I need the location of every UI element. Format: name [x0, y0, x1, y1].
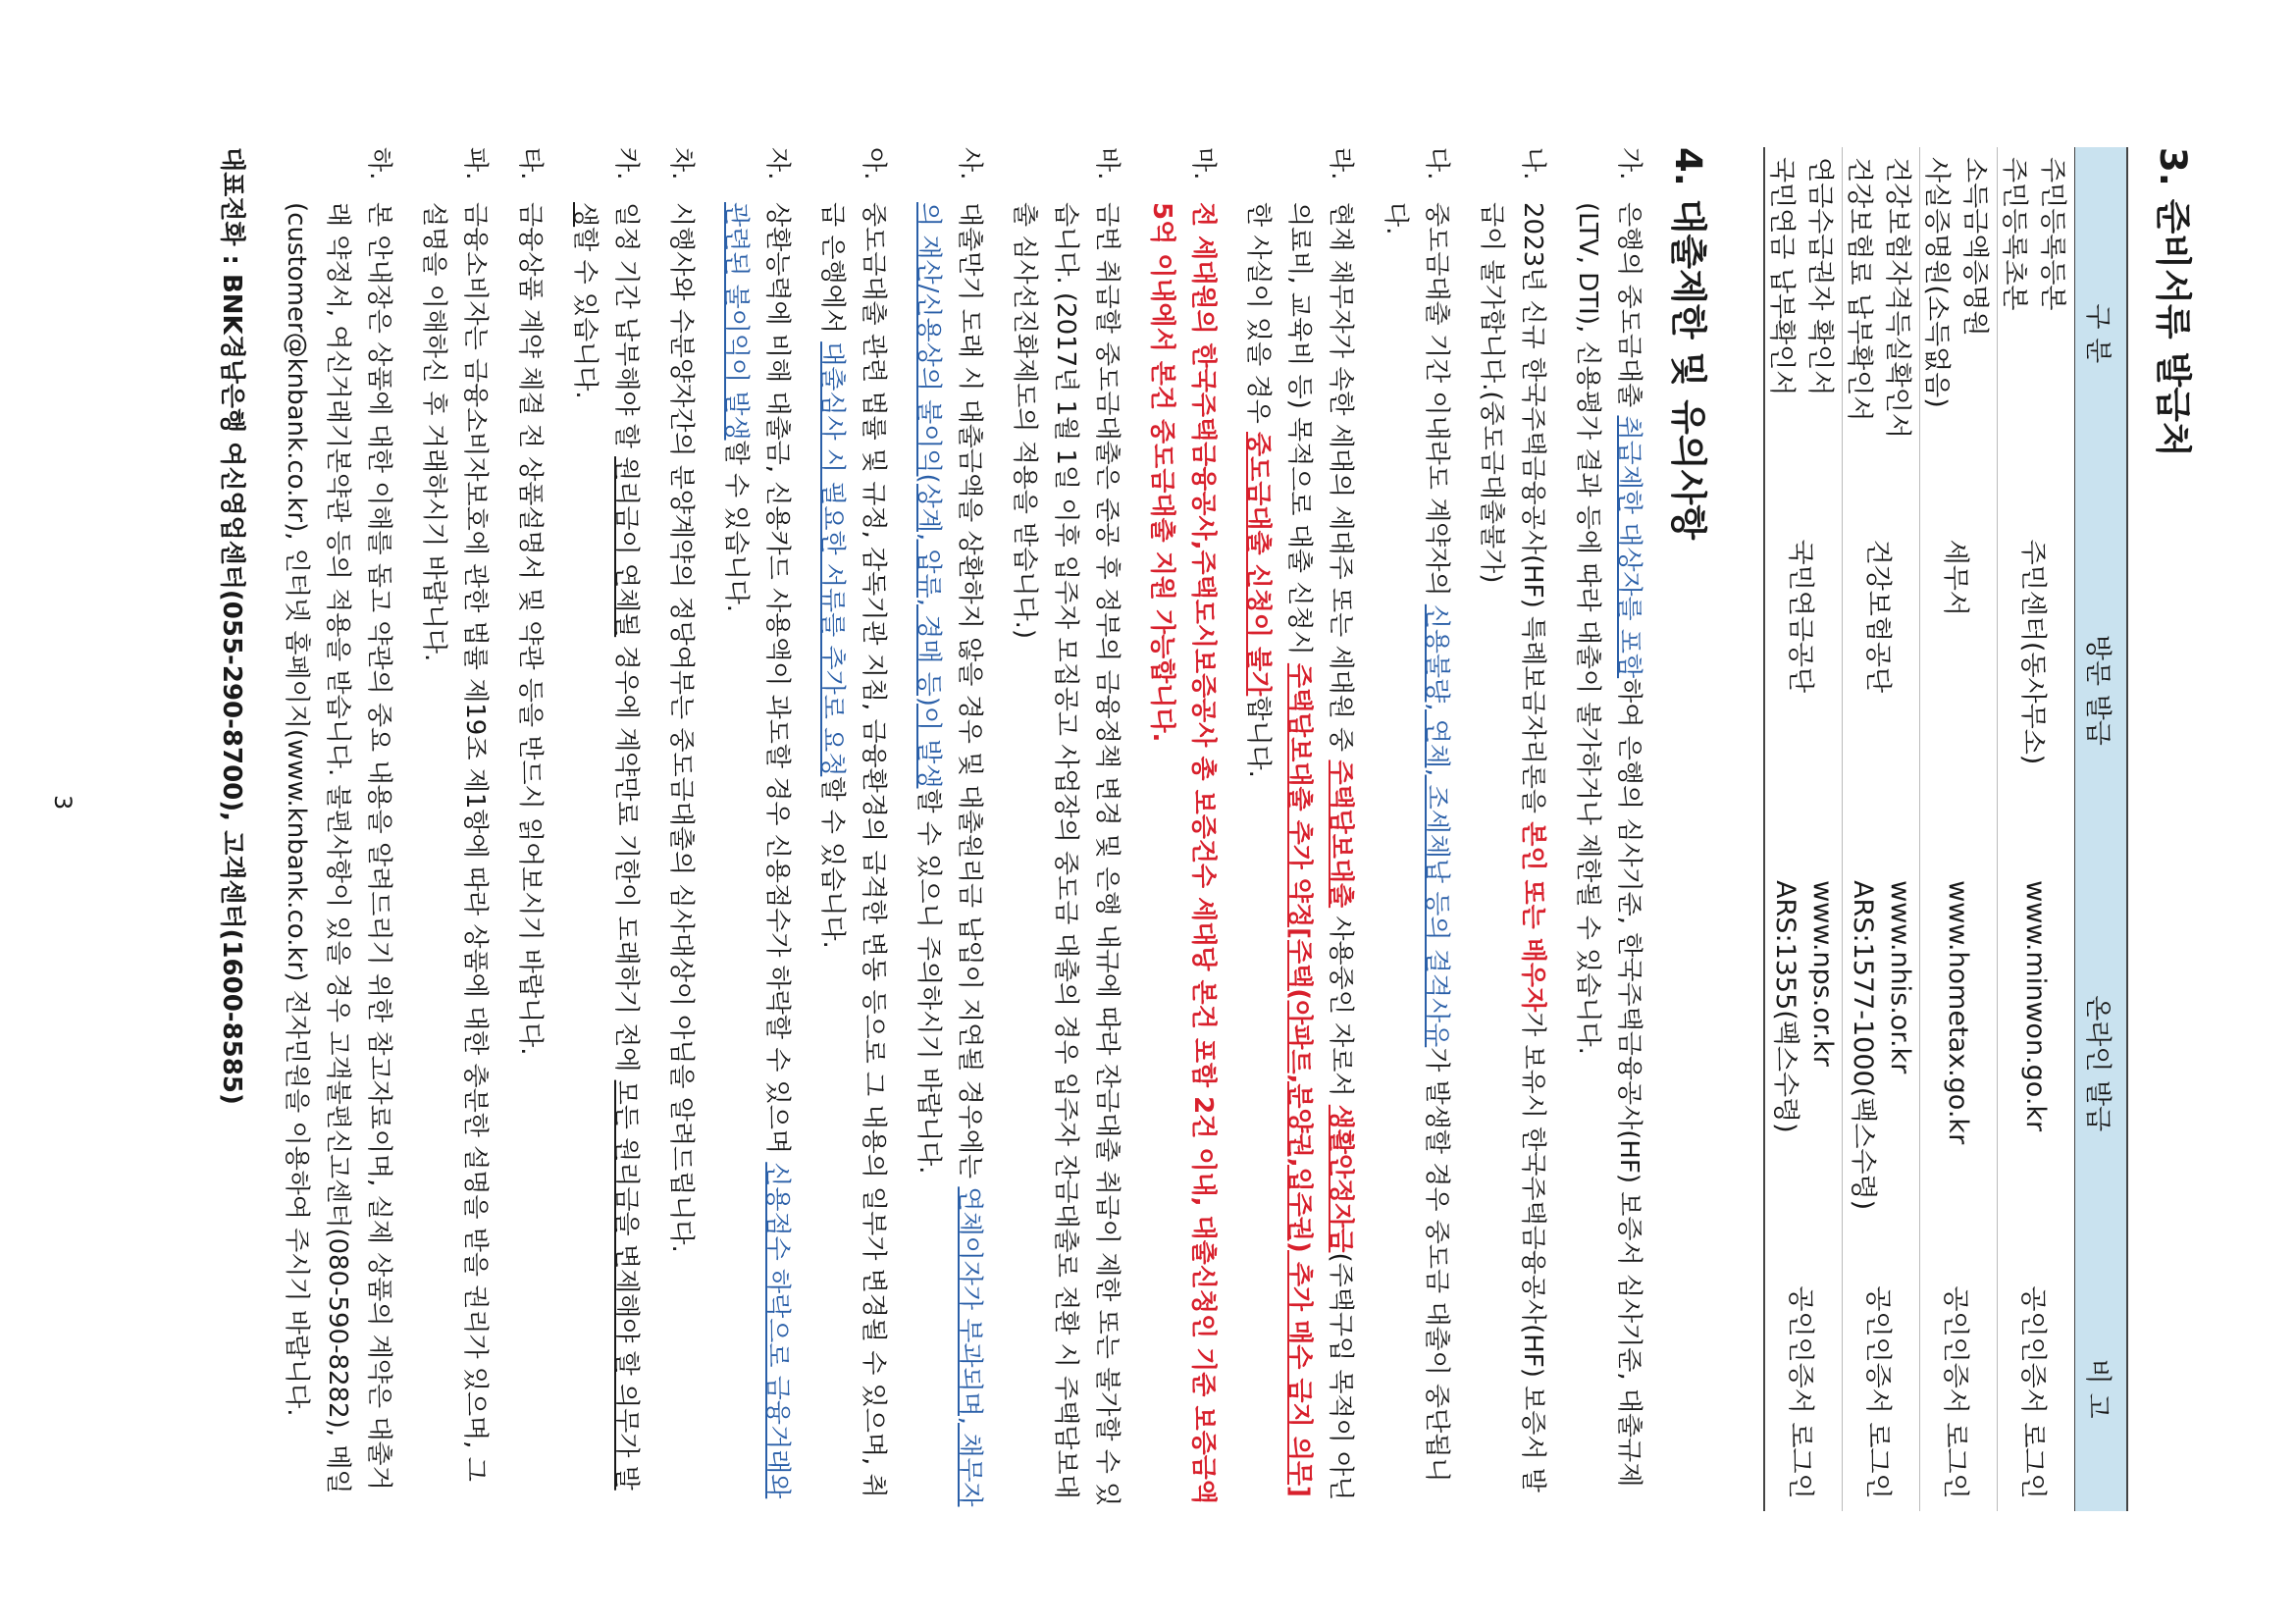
visit-cell: [1764, 520, 1843, 861]
note-marker: 나.: [1518, 147, 1547, 181]
note-marker: 가.: [1614, 147, 1644, 181]
note-text: 은행의 중도금대출: [1614, 202, 1644, 416]
cell-line: 공인인증서 로그인: [2017, 1285, 2049, 1499]
visit-cell: [1843, 520, 1920, 861]
note-highlight: 중도금대출 신청이 불가: [1243, 432, 1273, 697]
online-cell: [1764, 861, 1843, 1266]
note-text: 본 안내장은 상품에 대한 이해를 돕고 약관의 중요 내용을 알려드리기 위한 참고자료이며, 실제 상품의 계약은 대출거래 약정서, 여신거래기본약관 등의 적용을 받습니다. 불편사항이 있을 경우 고객불편신고센터(080-590-8282), 메일(customer@knbank.co.kr), 인터넷 홈페이지(www.knbank.co.kr) 전자민원을 이용하여 주시기 바랍니다.: [282, 202, 393, 1494]
visit-cell: [1920, 520, 1998, 861]
cell-line: 소득금액증명원: [1959, 157, 1990, 337]
note-marker: 바.: [1092, 147, 1122, 181]
note-text: 가 보유시 한국주택금융공사(HF) 보증서 발급이 불가합니다.(중도금대출불가): [1477, 202, 1547, 1492]
note-item: [1375, 147, 1457, 1511]
cell-line: www.hometax.go.kr: [1943, 880, 1974, 1145]
visit-cell: [1998, 520, 2075, 861]
note-text: 할 수 있으니 주의하시기 바랍니다.: [913, 788, 943, 1175]
doc-name-cell: [1764, 147, 1843, 520]
note-item: [1237, 147, 1361, 1511]
note-marker: 타.: [515, 147, 545, 181]
note-text: 금융상품 계약 체결 전 상품설명서 및 약관 등을 반드시 읽어보시기 바랍니다.: [515, 202, 545, 1056]
note-text: 일정 기간 납부해야 할: [611, 202, 641, 457]
note-highlight: 취급제한 대상자를 포함: [1614, 415, 1644, 679]
section-4-title: 4. 대출제한 및 유의사항: [1667, 147, 1709, 541]
note-text: 사용중인 자로서: [1326, 908, 1355, 1105]
document-content: [216, 147, 2203, 1511]
table-header-row: [2075, 147, 2128, 1511]
note-highlight: 전 세대원의 한국주택금융공사,주택도시보증공사 총 보증건수 세대당 본건 포함 2건 이내, 대출신청인 기준 보증금액 5억 이내에서 본건 중도금대출 지원 가능합니다.: [1147, 202, 1218, 1504]
note-text: 금융소비자는 금융소비자보호에 관한 법률 제19조 제1항에 따라 상품에 대한 충분한 설명을 받을 권리가 있으며, 그 설명을 이해하신 후 거래하시기 바랍니다.: [419, 202, 490, 1482]
note-text: 시행사와 수분양자간의 분양계약의 정당여부는 중도금대출의 심사대상이 아님을 알려드립니다.: [666, 202, 696, 1253]
note-marker: 카.: [611, 147, 641, 181]
note-text: 대출만기 도래 시 대출금액을 상환하지 않을 경우 및 대출원리금 납입이 지연될 경우에는: [955, 202, 984, 1187]
note-highlight: 본인 또는 배우자: [1518, 821, 1547, 1013]
note-item: [1004, 147, 1127, 1511]
note-item: [509, 147, 550, 1511]
cell-line: 사실증명원(소득없음): [1921, 157, 1952, 408]
table-row: [1920, 147, 1998, 1511]
table-row: [1843, 147, 1920, 1511]
note-highlight: 주택담보대출: [1326, 759, 1355, 909]
header-category: 구 분: [2075, 147, 2128, 520]
note-item: [1471, 147, 1553, 1511]
note-highlight: 신용점수 하락으로 금융거래와 관련된 불이익이 발생: [721, 202, 792, 1499]
cell-line: 건강보험공단: [1862, 539, 1894, 694]
note-text: 하여 은행의 심사기준, 한국주택금융공사(HF) 보증서 심사기준, 대출규제(LTV, DTI), 신용평가 결과 등에 따라 대출이 불가하거나 제한될 수 있습니다.: [1573, 202, 1644, 1488]
cell-line: 주민센터(동사무소): [2017, 539, 2049, 765]
note-text: 상환능력에 비해 대출금, 신용카드 사용액이 과도할 경우 신용점수가 하락할 수 있으며: [762, 202, 792, 1163]
cell-line: www.nhis.or.kr: [1885, 880, 1915, 1074]
note-highlight: 주택담보대출 추가 약정: [1284, 662, 1314, 928]
note-item: [908, 147, 990, 1511]
remark-cell: [1764, 1266, 1843, 1511]
note-highlight: 모든 원리금을 변제해야 할 의무가 발생: [570, 202, 641, 1491]
note-item: [276, 147, 399, 1511]
header-remark: 비 고: [2075, 1266, 2128, 1511]
cell-line: 국민연금 납부확인서: [1766, 157, 1797, 396]
header-visit: 방문 발급: [2075, 520, 2128, 861]
note-item: [1567, 147, 1649, 1511]
note-item: [1141, 147, 1224, 1511]
note-text: 현재 채무자가 속한 세대의 세대주 또는 세대원 중: [1326, 202, 1355, 760]
online-cell: [1843, 861, 1920, 1266]
note-text: 중도금대출 기간 이내라도 계약자의: [1422, 202, 1451, 604]
note-highlight: 연체이자가 부과되며, 채무자의 재산/신용상의 불이익(상계, 압류, 경매 등)이 발생: [913, 202, 984, 1507]
online-cell: [1998, 861, 2075, 1266]
cell-line: 주민등록초본: [1999, 157, 2029, 311]
note-text: 경우에 계약만료 기한이 도래하기 전에: [611, 637, 641, 1080]
note-text: 할 수 있습니다.: [570, 227, 600, 399]
note-marker: 파.: [460, 147, 490, 181]
note-marker: 다.: [1422, 147, 1451, 181]
note-text: 가 발생할 경우 중도금 대출이 중단됩니다.: [1381, 202, 1451, 1483]
notes-list: [276, 147, 1649, 1511]
note-marker: 자.: [762, 147, 792, 181]
header-online: 온라인 발급: [2075, 861, 2128, 1266]
note-marker: 차.: [666, 147, 696, 181]
note-highlight: 대출심사 시 필요한 서류를 추가로 요청: [817, 341, 847, 777]
note-text: 할 수 있습니다.: [817, 776, 847, 949]
cell-line: 공인인증서 로그인: [1940, 1285, 1971, 1499]
note-item: [413, 147, 496, 1511]
doc-name-cell: [1998, 147, 2075, 520]
cell-line: 건강보험자격득실확인서: [1882, 157, 1912, 439]
cell-line: 연금수급권자 확인서: [1804, 157, 1835, 396]
remark-cell: [1998, 1266, 2075, 1511]
note-text: 한 사실이 있을 경우: [1243, 202, 1273, 432]
cell-line: 건강보험료 납부확인서: [1844, 157, 1874, 422]
note-text: 중도금대출 관련 법률 및 규정, 감독기관 지침, 금융환경의 급격한 변동 등으로 그 내용의 일부가 변경될 수 있으며, 취급 은행에서: [817, 202, 888, 1498]
note-highlight: 생활안정자금: [1326, 1104, 1355, 1253]
note-marker: 하.: [364, 147, 393, 181]
page-number: 3: [49, 795, 77, 811]
note-highlight: [주택(아파트,분양권,입주권) 추가 매수 금지 의무]: [1284, 927, 1314, 1497]
cell-line: 국민연금공단: [1785, 539, 1816, 694]
note-marker: 사.: [955, 147, 984, 181]
note-highlight: 신용불량, 연체, 조세체납 등의 결격사유: [1422, 603, 1451, 1048]
cell-line: ARS:1355(팩스수령): [1770, 880, 1800, 1133]
cell-line: www.nps.or.kr: [1807, 880, 1838, 1067]
note-text: 합니다.: [1243, 696, 1273, 778]
contact-footer: 대표전화 : BNK경남은행 여신영업센터(055-290-8700), 고객센터(1600-8585): [217, 147, 246, 1105]
note-marker: 라.: [1326, 147, 1355, 181]
doc-name-cell: [1920, 147, 1998, 520]
cell-line: 세무서: [1940, 539, 1971, 616]
note-item: [811, 147, 894, 1511]
documents-table: [1763, 147, 2128, 1511]
remark-cell: [1920, 1266, 1998, 1511]
table-row: [1998, 147, 2075, 1511]
cell-line: 공인인증서 로그인: [1785, 1285, 1816, 1499]
table-row: [1764, 147, 1843, 1511]
cell-line: ARS:1577-1000(팩스수령): [1848, 880, 1878, 1211]
cell-line: 주민등록등본: [2037, 157, 2067, 311]
note-text: 할 수 있습니다.: [721, 440, 751, 613]
doc-name-cell: [1843, 147, 1920, 520]
note-item: [564, 147, 647, 1511]
note-text: 2023년 신규 한국주택금융공사(HF) 특례보금자리론을: [1518, 202, 1547, 822]
cell-line: 공인인증서 로그인: [1862, 1285, 1894, 1499]
note-marker: 아.: [859, 147, 888, 181]
note-item: [660, 147, 702, 1511]
section-3-title: 3. 준비서류 발급처: [2152, 147, 2194, 457]
note-marker: 마.: [1188, 147, 1218, 181]
note-highlight: 원리금이 연체될: [611, 456, 641, 638]
note-text: (주택구입 목적이 아닌 의료비, 교육비 등) 목적으로 대출 신청시: [1284, 202, 1355, 1501]
note-item: [715, 147, 798, 1511]
online-cell: [1920, 861, 1998, 1266]
note-text: 금번 취급할 중도금대출은 준공 후 정부의 금융정책 변경 및 은행 내규에 따라 잔금대출 취급이 제한 또는 불가할 수 있습니다. (2017년 1월 1일 이후 입주자 모집공고 사업장의 중도금 대출의 경우 입주자 잔금대출로 전환 시 주택담보대출 심사선진화제도의 적용을 받습니다.): [1010, 202, 1122, 1507]
cell-line: www.minwon.go.kr: [2020, 880, 2052, 1132]
remark-cell: [1843, 1266, 1920, 1511]
